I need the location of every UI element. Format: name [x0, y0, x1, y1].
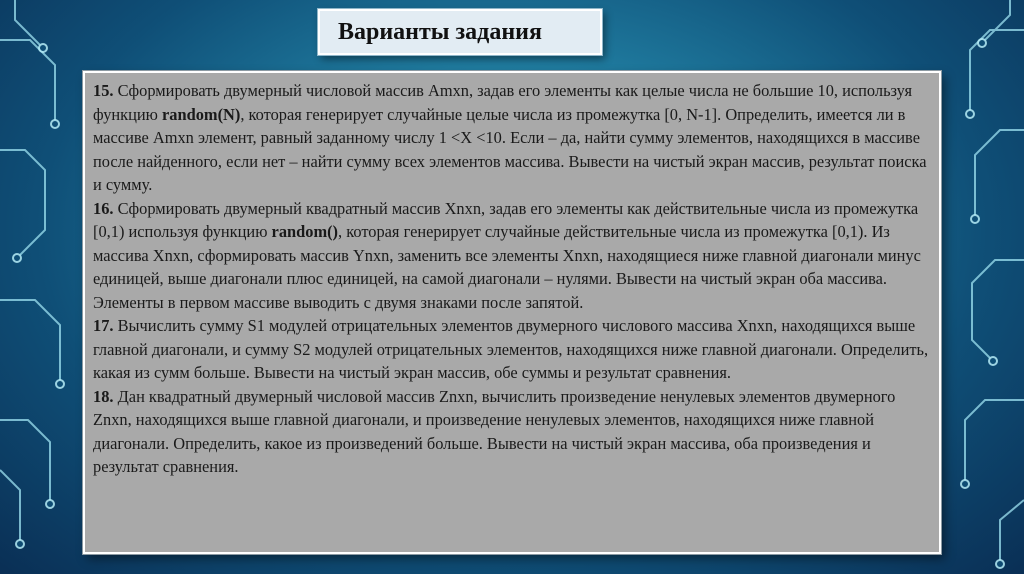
function-name: random() — [271, 222, 339, 241]
task-text: Сформировать двумерный квадратный массив Xnxn, задав его элементы как действительные числа из промежутка [0,1) используя функцию — [93, 198, 919, 241]
task-text: , которая генерирует случайные действительные числа из промежутка [0,1). Из массива Xnxn, сформировать массив Ynxn, заменить все элементы Xnxn, находящиеся ниже главной диагонали минус единицей, выше диагонали плюс единицей, на самой диагонали – нулями. Вывести на чистый экран оба массива. Элементы в первом массиве выводить с двумя знаками после запятой. — [93, 222, 921, 312]
task-16 — [93, 197, 931, 315]
page-title: Варианты задания — [338, 18, 542, 45]
task-18 — [93, 385, 931, 479]
task-text: Дан квадратный двумерный числовой массив Znxn, вычислить произведение ненулевых элементов двумерного Znxn, находящихся выше главной диагонали, и произведение ненулевых элементов, находящихся ниже главной диагонали. Определить, какое из произведений больше. Вывести на чистый экран массива, оба произведения и результат сравнения. — [93, 386, 896, 476]
task-number: 17. — [93, 316, 114, 335]
task-number: 18. — [93, 386, 114, 406]
task-number: 16. — [93, 198, 114, 218]
task-text: , которая генерирует случайные целые числа из промежутка [0, N-1]. Определить, имеется ли в массиве Amxn элемент, равный заданному числу 1 <X <10. Если – да, найти сумму элементов, находящихся в массиве после найденного, если нет – найти сумму всех элементов массива. Вывести на чистый экран массив, результат поиска и сумму. — [93, 104, 927, 194]
title-box — [318, 9, 602, 55]
task-17 — [93, 314, 931, 385]
task-15 — [93, 79, 931, 197]
task-text: Сформировать двумерный числовой массив Amxn, задав его элементы как целые числа не большие 10, используя функцию — [93, 81, 913, 124]
tasks-panel — [83, 71, 941, 554]
task-text: Вычислить сумму S1 модулей отрицательных элементов двумерного числового массива Xnxn, находящихся выше главной диагонали, и сумму S2 модулей отрицательных элементов, находящихся ниже главной диагонали. Определить, какая из сумм больше. Вывести на чистый экран массив, обе суммы и результат сравнения. — [93, 316, 929, 382]
function-name: random(N) — [162, 104, 241, 124]
task-number: 15. — [93, 81, 114, 100]
